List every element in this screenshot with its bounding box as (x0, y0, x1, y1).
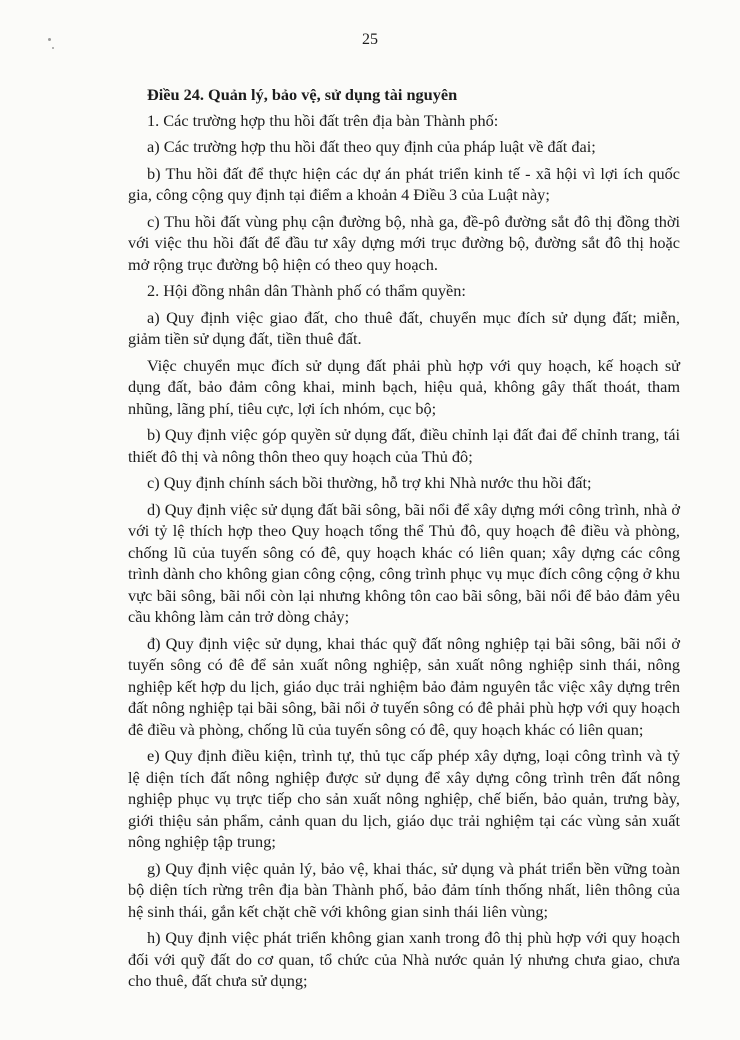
paragraph: c) Thu hồi đất vùng phụ cận đường bộ, nhà ga, đề-pô đường sắt đô thị đồng thời với việc thu hồi đất để đầu tư xây dựng mới trục đường bộ, đường sắt đô thị hoặc mở rộng trục đường bộ hiện có theo quy hoạch. (128, 211, 680, 274)
paragraph: a) Các trường hợp thu hồi đất theo quy định của pháp luật về đất đai; (147, 137, 596, 156)
article-heading: Điều 24. Quản lý, bảo vệ, sử dụng tài nguyên (147, 85, 458, 104)
page-number: 25 (362, 31, 378, 48)
paragraph: đ) Quy định việc sử dụng, khai thác quỹ đất nông nghiệp tại bãi sông, bãi nổi ở tuyến sông có đê để sản xuất nông nghiệp, sản xuất nông nghiệp sinh thái, nông nghiệp kết hợp du lịch, giáo dục trải nghiệm bảo đảm nguyên tắc việc xây dựng trên đất nông nghiệp tại bãi sông, bãi nổi ở tuyến sông có đê phải phù hợp với quy hoạch đê điều và phòng, chống lũ của tuyến sông có đê, quy hoạch khác có liên quan; (128, 633, 680, 739)
paragraph: e) Quy định điều kiện, trình tự, thủ tục cấp phép xây dựng, loại công trình và tỷ lệ diện tích đất nông nghiệp được sử dụng để xây dựng công trình trên đất nông nghiệp phục vụ trực tiếp cho sản xuất nông nghiệp, chế biến, bảo quản, trưng bày, giới thiệu sản phẩm, cảnh quan du lịch, giáo dục trải nghiệm tại các vùng sản xuất nông nghiệp tập trung; (128, 746, 680, 851)
paragraph: b) Thu hồi đất để thực hiện các dự án phát triển kinh tế - xã hội vì lợi ích quốc gia, công cộng quy định tại điểm a khoản 4 Điều 3 của Luật này; (128, 163, 680, 204)
paragraph: Việc chuyển mục đích sử dụng đất phải phù hợp với quy hoạch, kế hoạch sử dụng đất, bảo đảm công khai, minh bạch, hiệu quả, không gây thất thoát, tham nhũng, lãng phí, tiêu cực, lợi ích nhóm, cục bộ; (128, 355, 680, 418)
paragraph: h) Quy định việc phát triển không gian xanh trong đô thị phù hợp với quy hoạch đối với quỹ đất do cơ quan, tổ chức của Nhà nước quản lý nhưng chưa giao, chưa cho thuê, đất chưa sử dụng; (128, 928, 680, 990)
document-body (128, 84, 680, 997)
paragraph: b) Quy định việc góp quyền sử dụng đất, điều chỉnh lại đất đai để chỉnh trang, tái thiết đô thị và nông thôn theo quy hoạch của Thủ đô; (128, 425, 680, 466)
paragraph: a) Quy định việc giao đất, cho thuê đất, chuyển mục đích sử dụng đất; miễn, giảm tiền sử dụng đất, tiền thuê đất. (128, 307, 680, 348)
paragraph: d) Quy định việc sử dụng đất bãi sông, bãi nổi để xây dựng mới công trình, nhà ở với tỷ lệ thích hợp theo Quy hoạch tổng thể Thủ đô, quy hoạch đê điều và phòng, chống lũ của tuyến sông có đê, quy hoạch khác có liên quan; xây dựng các công trình dành cho không gian công cộng, công trình phục vụ mục đích công cộng ở khu vực bãi sông, bãi nổi còn lại nhưng không tôn cao bãi sông, bãi nổi để bảo đảm yêu cầu không làm cản trở dòng chảy; (128, 499, 680, 626)
paragraph: c) Quy định chính sách bồi thường, hỗ trợ khi Nhà nước thu hồi đất; (147, 473, 592, 492)
paragraph: g) Quy định việc quản lý, bảo vệ, khai thác, sử dụng và phát triển bền vững toàn bộ diện tích rừng trên địa bàn Thành phố, bảo đảm tính thống nhất, liên thông của hệ sinh thái, gắn kết chặt chẽ với không gian sinh thái liên vùng; (128, 858, 680, 921)
paragraph: 1. Các trường hợp thu hồi đất trên địa bàn Thành phố: (147, 110, 499, 130)
paragraph: 2. Hội đồng nhân dân Thành phố có thẩm quyền: (147, 281, 466, 300)
